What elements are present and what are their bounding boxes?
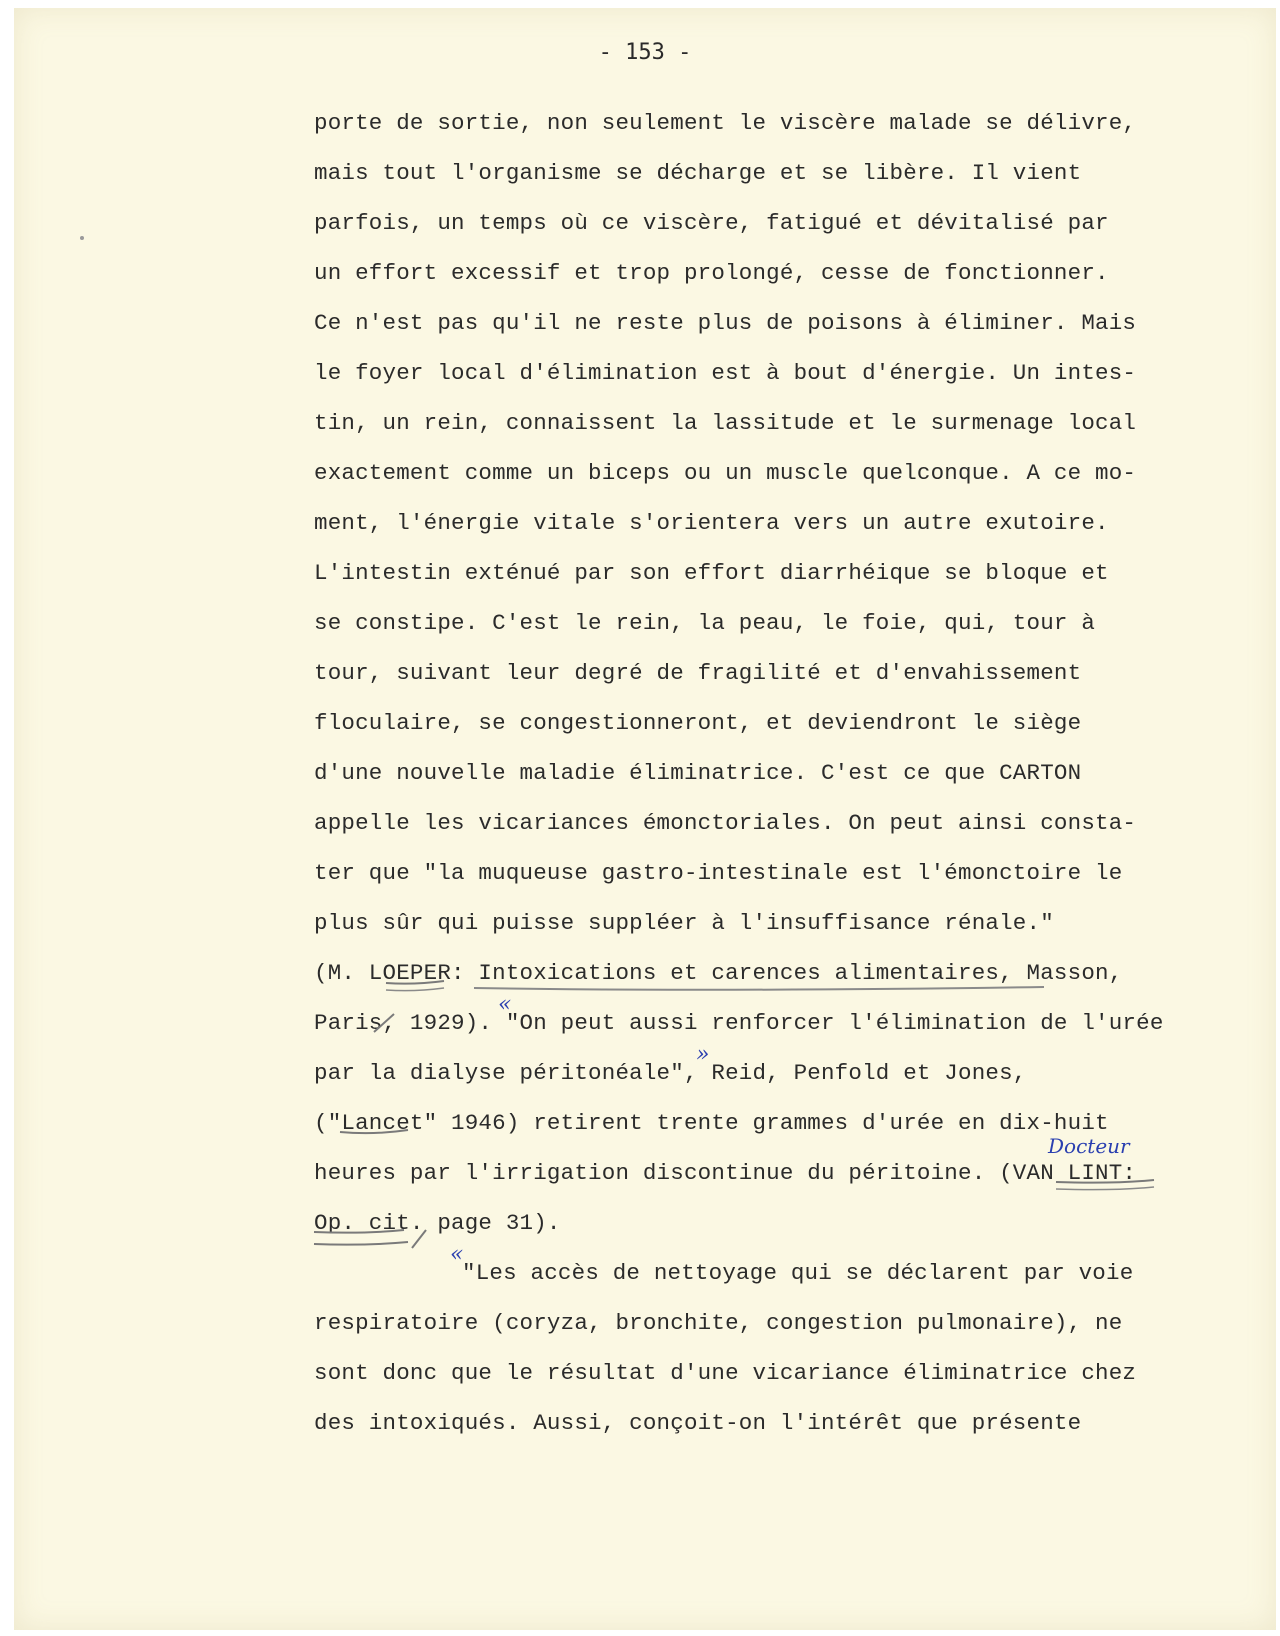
text-line-25: respiratoire (coryza, bronchite, congestion pulmonaire), ne	[314, 1310, 1123, 1336]
text-line-12: tour, suivant leur degré de fragilité et d'envahissement	[314, 660, 1082, 686]
text-line-21: ("Lancet" 1946) retirent trente grammes d'urée en dix-huit	[314, 1110, 1109, 1136]
annotation-paragraph-mark: «	[450, 1242, 464, 1267]
annotation-quote-open: «	[498, 992, 512, 1017]
paper-sheet	[14, 8, 1276, 1630]
text-line-23: Op. cit. page 31).	[314, 1210, 561, 1236]
text-line-24: "Les accès de nettoyage qui se déclarent par voie	[462, 1260, 1134, 1286]
text-line-19: Paris, 1929). "On peut aussi renforcer l'élimination de l'urée	[314, 1010, 1164, 1036]
text-line-13: floculaire, se congestionneront, et deviendront le siège	[314, 710, 1082, 736]
text-line-10: L'intestin exténué par son effort diarrhéique se bloque et	[314, 560, 1109, 586]
text-line-18: (M. LOEPER: Intoxications et carences alimentaires, Masson,	[314, 960, 1123, 986]
underline-book-title	[474, 987, 1044, 990]
text-line-1: porte de sortie, non seulement le viscère malade se délivre,	[314, 110, 1137, 136]
text-line-14: d'une nouvelle maladie éliminatrice. C'est ce que CARTON	[314, 760, 1082, 786]
text-line-16: ter que "la muqueuse gastro-intestinale est l'émonctoire le	[314, 860, 1123, 886]
text-line-7: tin, un rein, connaissent la lassitude et le surmenage local	[314, 410, 1137, 436]
text-line-2: mais tout l'organisme se décharge et se libère. Il vient	[314, 160, 1082, 186]
underline-van-lint-double	[1056, 1187, 1154, 1190]
text-line-15: appelle les vicariances émonctoriales. On peut ainsi consta-	[314, 810, 1137, 836]
underline-op-cit-2	[314, 1242, 408, 1245]
text-line-4: un effort excessif et trop prolongé, cesse de fonctionner.	[314, 260, 1109, 286]
text-line-26: sont donc que le résultat d'une vicariance éliminatrice chez	[314, 1360, 1137, 1386]
text-line-20: par la dialyse péritonéale", Reid, Penfold et Jones,	[314, 1060, 1027, 1086]
text-line-17: plus sûr qui puisse suppléer à l'insuffisance rénale."	[314, 910, 1054, 936]
underline-loeper-double	[386, 988, 444, 991]
text-line-22: heures par l'irrigation discontinue du péritoine. (VAN LINT:	[314, 1160, 1137, 1186]
paper-speck	[80, 236, 84, 240]
text-line-5: Ce n'est pas qu'il ne reste plus de poisons à éliminer. Mais	[314, 310, 1137, 336]
page-number: - 153 -	[598, 40, 692, 65]
text-line-3: parfois, un temps où ce viscère, fatigué et dévitalisé par	[314, 210, 1109, 236]
annotation-quote-close: »	[696, 1042, 710, 1067]
text-line-8: exactement comme un biceps ou un muscle quelconque. A ce mo-	[314, 460, 1137, 486]
text-line-6: le foyer local d'élimination est à bout d'énergie. Un intes-	[314, 360, 1137, 386]
text-line-11: se constipe. C'est le rein, la peau, le foie, qui, tour à	[314, 610, 1096, 636]
text-line-27: des intoxiqués. Aussi, conçoit-on l'intérêt que présente	[314, 1410, 1082, 1436]
annotation-margin-word: Docteur	[1048, 1134, 1130, 1158]
text-line-9: ment, l'énergie vitale s'orientera vers un autre exutoire.	[314, 510, 1109, 536]
